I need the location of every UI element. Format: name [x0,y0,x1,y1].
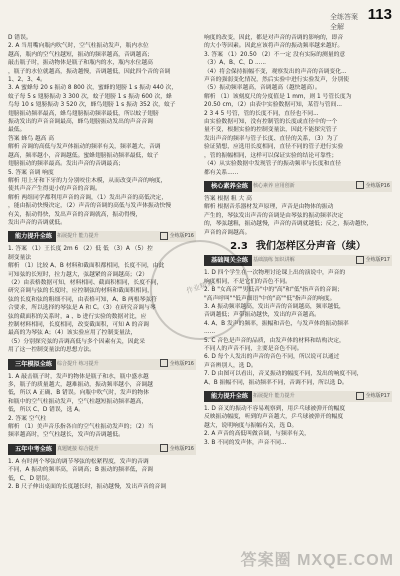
text-line: 不同，A 振动的频率高，音调高；B 振动的频率低，音调 [8,467,153,474]
text-line: 2. B 尺子伸出桌面的长度越长时，振动越慢，发出声音的音调 [8,484,167,491]
text-line: 解析 用上牙和下牙的力分别咬住木模，从而改变声音的响度， [8,177,167,184]
text-line: 研究音调与弦的长度时，应控制弦的材料和截面积相同， [8,288,153,295]
section-heading [204,240,392,252]
section-bar-ability [8,231,196,242]
text-line: 音调越低；声带振动越快，发出的声音越高。 [204,312,320,319]
book-icon [160,359,168,367]
section-bar-badge [356,181,390,192]
text-line: 2 3 4 5 号管，管的长度不同，直径也不同... [204,110,319,117]
text-line: 翅膀振动频率最高，蜂鸟翅膀振动频率最低，所以蚊子翅膀 [8,110,159,117]
text-line: 敲击瓶子时，振动物体是瓶子和瓶内的水，瓶内水位越高 [8,60,153,67]
section-bar-tag: 能力提升全练 [11,231,56,242]
text-line: 的大小等因素。因此应该将声音的振动频率越来越好。 [204,43,344,50]
text-line: ...... [204,329,216,336]
page-header [330,6,392,31]
text-line: 翅膀振动的频率最高。发出声音的音调最高； [8,161,124,168]
text-line: 弦的截面积的关系时，a 、b 进行实验的数据对比，应 [8,313,147,320]
text-line: 可知弦的长短时，拉力越大，弦越紧的音调越高；（2） [8,271,148,278]
text-line: 解析 （1）该刻度尺的分度值是 1 mm，则 1 号管长度为 [204,93,352,100]
text-line: 7. D 由图可以看出，音叉振动的幅度不同，发出的响度不同， [204,371,363,378]
text-line: A、B 振幅不同，振动频率不同，音调不同，所以选 D。 [204,379,348,386]
section-title-text: 我们怎样区分声音（续） [255,240,366,252]
section-bar-core [204,181,392,192]
section-number: 2.3 [230,240,248,252]
text-line: 解析 音调的高低与发声体振动的频率有关，频率越大，音调 [8,144,161,151]
book-icon [356,392,364,400]
page-number: 113 [367,6,392,23]
section-bar-sub: 综合提升 练习提升 [57,360,99,367]
text-line: 3. A 蜜蜂每 20 s 振动 8 800 次，蜜蜂的翅膀 1 s 振动 440 次， [8,85,178,92]
text-line: 5. 答案 音调 响度 [8,169,54,176]
text-line: 解析 两组同学都利用声音的音调，（1）发出声音的高低决定， [8,194,168,201]
text-line: 3. B 不同的发声体，声音不同... [204,439,287,446]
text-line: 答案 根据 粗 大 高 [204,195,252,202]
text-line: 6. D 每个人发出的声音的音色不同，所以说可以通过 [204,354,340,361]
book-icon [356,256,364,264]
text-line: 3. 答案 （1）20.50 （2）不一定 没有实际的测量的意 [204,51,346,58]
text-line: （4）从实验数据中发现管子的振动频率与长度和直径 [204,161,342,168]
text-line: 有关，振动得快，发出声音的音调就高，振动得慢， [8,211,142,218]
text-line: 2. A 当用嘴向瓶内吹气时，空气柱振动发声，瓶内水位 [8,43,149,50]
text-line: 1. A 敲击瓶子时，发声的物体是瓶子和水，瓶中盛水越 [8,373,149,380]
text-line: 2. A 声音的高低叫做音调，与频率有关， [204,431,310,438]
section-bar-tag: 能力提升全练 [207,391,252,402]
text-line: 低，所以 C、D 错误，选 A。 [8,407,84,414]
header-title: 全练答案全解 [330,13,358,31]
text-line: 发出声音的频率与管子长度、直径的关系，（3）为了 [204,135,339,142]
section-bar-badge [160,359,194,370]
text-line: 1. A 有时两个琴弦的调节琴弦的松紧程度，发声的音调 [8,458,149,465]
text-line: "高声呼叫""低声细语"中的"高""低"指声音的响度。 [204,295,336,302]
text-line: 不同人的声音不同，主要是音色不同。 [204,346,303,352]
text-line: （5）振动频率越高，音调越高（越快越高）。 [204,85,321,92]
text-line: 1. D 四个学生在一次物理讨论课上出的演说中，声音的 [204,270,346,277]
text-line: 发出声音的音调就低。 [8,219,66,226]
text-line: 的，琴弦越粗，振动越慢，声音的音调就越低；反之，振动越快， [204,221,373,228]
right-block-2 [204,195,392,237]
text-line: 频率越高时，空气柱越长，发声的音调越低。 [8,432,124,439]
text-line: 鸟每 10 s 翅膀振动 3 520 次，蜂鸟翅膀 1 s 振动 352 次，蚊子 [8,102,176,109]
badge-text: 全练版P16 [169,445,194,452]
section-bar-tag: 三年模拟全练 [11,359,56,370]
text-line: 越高，瓶内的空气柱越短，振动的频率越高，音调越高； [8,51,153,58]
section-bar-badge [356,391,390,402]
left-block-4 [8,458,196,492]
text-line: 蚊子每 5 s 翅膀振动 3 300 次，蚊子翅膀 1 s 振动 600 次，蜂 [8,93,172,100]
badge-text: 全练版P17 [365,257,390,264]
text-line: 量不变，根据实验的控制变量法，因此不能探究管子 [204,127,338,134]
text-line: 由实验数据可知，没有控制管的长度或直径中的一个 [204,119,338,126]
section-bar-three-year [8,359,196,370]
text-line: 最高的为琴弦 A；（4）该实验应用了控制变量法， [8,330,137,337]
text-line: 合要求，所以选择的琴弦是 A 和 C。（3）在研究音调与琴 [8,305,156,312]
text-line: 答案 蜂鸟 越高 高 [8,135,55,142]
text-line: 越大，说明响度与振幅有关，选 D。 [204,422,298,429]
right-block-4 [204,405,392,447]
text-line: 响度相同，不是它们的音色不同。 [204,278,291,285]
text-line: 20.50 cm，（2）由表中实验数据可知，某管与管间... [204,102,342,109]
badge-text: 全练版P16 [169,233,194,240]
text-line: 4. A、B 发声的频率，振幅和音色，与发声体的振动频率 [204,320,349,327]
watermark: 答案圈 MXQE.COM [240,552,394,569]
text-line: （3）A、B、C、D ...... [204,60,267,67]
section-bar-tag: 基础闯关全练 [207,255,252,266]
badge-text: 全练版P17 [365,393,390,400]
text-line: （5）分别探究弦的音调高低与多个因素有关，因此采 [8,338,146,345]
text-line: D 错误。 [8,35,32,41]
text-line: 解析 根据音乐器材发声原理，声音是由物体的振动 [204,204,334,211]
section-bar-sub: 拓展提升 能力提升 [253,393,295,400]
badge-text: 全练版P16 [365,182,390,189]
section-bar-five-year [8,444,196,455]
text-line: 最低。 [8,127,26,134]
text-line: 解析 （1）美声音乐指各自的空气柱振动发声的；（2）当 [8,424,154,431]
stamp-label: 作业精灵 [185,278,215,296]
book-icon [356,181,364,189]
text-line: 验证猜想，应选用长度相同，直径不同的管子进行实验 [204,144,344,151]
text-line: ，管的振幅相同，这样可以保证实验的结论可靠性； [204,152,338,159]
text-line: 都有关系...... [204,169,239,176]
text-line: 反映振动幅度，听到的声音越大，乒乓球被弹开的幅度 [204,414,344,421]
section-bar-badge [160,444,194,455]
text-line: 产生的，琴弦发出声音的音调是由琴弦的振动频率决定 [204,212,344,219]
text-line: 控制材料相同，长度相同，改变截面积，可知 A 的音调 [8,322,149,328]
section-bar-sub: 拓展提升 能力提升 [57,233,99,240]
stamp-seal [150,240,250,340]
book-icon [160,444,168,452]
text-line: ，瓶子的水位就越高，振动越慢，音调越低，因此四个音的音调 [8,68,171,75]
text-line: 多，瓶子的质量越大，越难振动，振动频率越小，音调越 [8,382,153,389]
text-line: （2）由表格数据可知，材料相同、截面积相同，长度不同， [8,279,163,286]
section-bar-tag: 五年中考全练 [11,444,56,455]
text-line: 越高，频率越小，音调越低。蜜蜂翅膀振动频率最低，蚊子 [8,152,159,159]
text-line: ，能由振动快慢决定，（2）声音的音调的高低与发声体振动快慢 [8,203,172,210]
text-line: 5. C 音色是声音的品质，由发声体的材料和结构决定， [204,337,345,344]
right-block-1 [204,34,392,177]
left-block-3 [8,373,196,440]
text-line: 振动发出的声音音调最高，蜂鸟翅膀振动发出的声音音调 [8,119,153,126]
section-bar-tag: 核心素养全练 [207,181,252,192]
text-line: 和瓶中的空气柱振动发声，空气柱越短振动频率越高， [8,398,148,405]
text-line: 1. 答案 （1）王长度 2m 6 （2）低 低 （3）A （5）控 [8,246,153,253]
text-line: 1、2、3、4。 [8,77,46,84]
badge-text: 全练版P16 [169,360,194,367]
text-line: 声音辨别人，选 D。 [204,362,257,369]
text-line: 使其声音产生得更小的声音的音调。 [8,186,101,193]
text-line: 用了这一控制变量法的思想方法。 [8,347,95,354]
text-line: 低，C、D 错误。 [8,475,54,482]
text-line: 声音的音调越高。 [204,229,251,236]
section-bar-sub: 基础演练 知识讲解 [253,257,295,264]
book-icon [160,232,168,240]
right-column [204,34,392,447]
text-line: 解析 （1）比较 A、B 材料和截面积都相同，长度不同，由此 [8,263,165,270]
text-line: 2. B "女高音""男低音"中的"高"和"低"指声音的音调； [204,287,343,294]
text-line: 1. D 音叉的振动不容易观察到，用乒乓球被弹开的幅度 [204,406,346,413]
section-bar-sub: 核心素养 应用创新 [253,182,295,189]
text-line: 声音的强弱变化情况，然后实验中进行实验发声，分别使 [204,77,349,84]
section-bar-ability-2 [204,391,392,402]
text-line: 制变量法 [8,254,32,261]
text-line: 响度的改变，因此，都是对声音的音调的影响的，即音 [204,35,344,41]
text-line: 3. A 振动频率越高，发出声音的音调越高，频率越低， [204,303,345,310]
text-line: 弦的长度和弦的粗细不同，由表格可知，A、B 两根琴弦符 [8,296,157,303]
section-bar-sub: 真题链接 综合提升 [57,445,99,452]
text-line: （4）将会保持振幅不变，观察发出的声音的音调变化... [204,68,347,75]
left-block-1 [8,34,196,227]
text-line: 2. 答案 空气柱 [8,415,47,422]
section-bar-badge [356,255,390,266]
text-line: 低，所以 A 正确、B 错误。向瓶中吹气时，发声的物体 [8,390,150,397]
